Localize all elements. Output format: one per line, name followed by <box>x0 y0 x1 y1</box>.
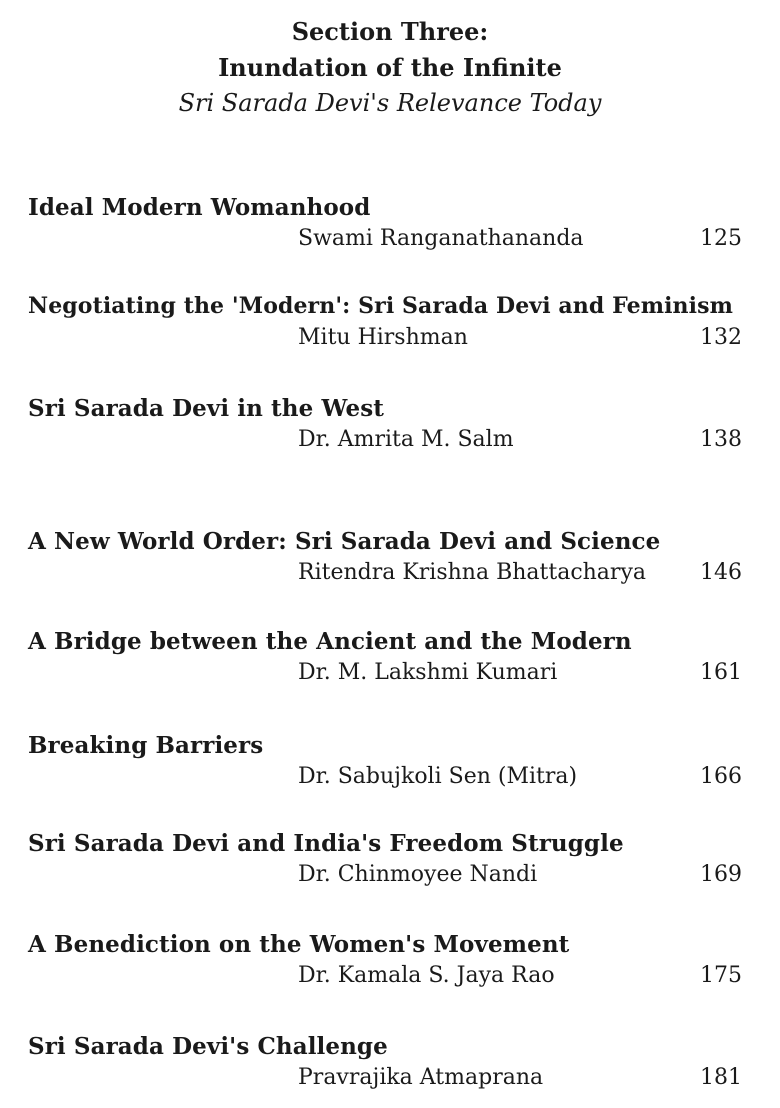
entry-title: Sri Sarada Devi in the West <box>28 395 384 422</box>
entry-title: Negotiating the 'Modern': Sri Sarada Devi and Feminism <box>28 293 733 319</box>
entry-author: Ritendra Krishna Bhattacharya <box>298 560 646 585</box>
entry-title: Sri Sarada Devi's Challenge <box>28 1033 388 1060</box>
entry-author: Dr. Kamala S. Jaya Rao <box>298 963 555 988</box>
entry-author: Dr. M. Lakshmi Kumari <box>298 660 558 685</box>
contents-entry <box>0 732 780 802</box>
entry-page-number: 166 <box>700 764 742 789</box>
entry-author: Swami Ranganathananda <box>298 226 584 251</box>
contents-entry <box>0 628 780 698</box>
entry-title: A New World Order: Sri Sarada Devi and Science <box>28 528 661 555</box>
contents-entry <box>0 395 780 465</box>
entry-page-number: 161 <box>700 660 742 685</box>
contents-entry <box>0 528 780 598</box>
contents-entry <box>0 830 780 900</box>
contents-entry <box>0 194 780 264</box>
entry-title: Sri Sarada Devi and India's Freedom Struggle <box>28 830 624 857</box>
entry-title: A Benediction on the Women's Movement <box>28 931 570 958</box>
entry-page-number: 175 <box>700 963 742 988</box>
contents-entry <box>0 1033 780 1103</box>
section-title: Inundation of the Infinite <box>218 53 562 82</box>
contents-entry <box>0 293 780 363</box>
entry-author: Mitu Hirshman <box>298 325 468 350</box>
entry-page-number: 138 <box>700 427 742 452</box>
entry-title: A Bridge between the Ancient and the Modern <box>28 628 632 655</box>
section-heading: Section Three: <box>291 17 489 46</box>
entry-page-number: 132 <box>700 325 742 350</box>
entry-author: Dr. Amrita M. Salm <box>298 427 514 452</box>
entry-author: Pravrajika Atmaprana <box>298 1065 544 1090</box>
contents-entry <box>0 931 780 1001</box>
entry-title: Ideal Modern Womanhood <box>28 194 371 221</box>
entry-title: Breaking Barriers <box>28 732 264 759</box>
entry-author: Dr. Sabujkoli Sen (Mitra) <box>298 764 578 789</box>
entry-page-number: 125 <box>700 226 742 251</box>
entry-author: Dr. Chinmoyee Nandi <box>298 862 538 887</box>
section-subtitle: Sri Sarada Devi's Relevance Today <box>178 89 602 117</box>
entry-page-number: 169 <box>700 862 742 887</box>
entry-page-number: 146 <box>700 560 742 585</box>
entry-page-number: 181 <box>700 1065 742 1090</box>
